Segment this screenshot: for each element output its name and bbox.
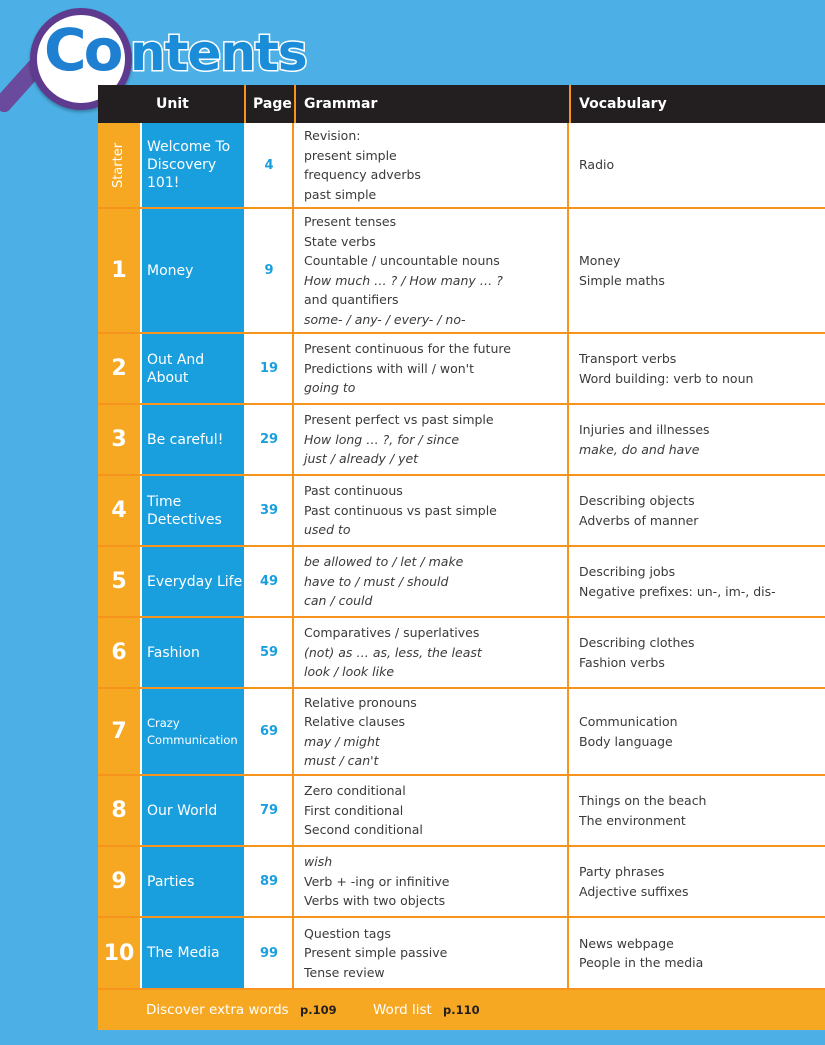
vocabulary-cell bbox=[571, 334, 825, 403]
table-row bbox=[98, 209, 825, 334]
grammar-item: Past continuous vs past simple bbox=[304, 502, 497, 518]
unit-title-text: Money bbox=[147, 262, 194, 279]
unit-page-number[interactable]: 29 bbox=[246, 405, 294, 474]
unit-page-number[interactable]: 39 bbox=[246, 476, 294, 545]
unit-title-text: Welcome To Discovery 101! bbox=[147, 139, 231, 191]
vocabulary-item: Money bbox=[579, 253, 621, 268]
table-row bbox=[98, 123, 825, 209]
unit-number-text: 7 bbox=[111, 719, 127, 744]
grammar-item: Present tenses bbox=[304, 214, 397, 229]
footer-extra-words-label[interactable]: Discover extra words bbox=[146, 1002, 289, 1018]
grammar-item: Second conditional bbox=[304, 822, 423, 838]
contents-table bbox=[98, 85, 825, 1030]
grammar-item: Past continuous bbox=[304, 483, 403, 499]
vocabulary-cell bbox=[571, 405, 825, 474]
vocabulary-item: Things on the beach bbox=[579, 793, 707, 808]
vocabulary-item: Body language bbox=[579, 733, 673, 749]
header-vocabulary: Vocabulary bbox=[579, 96, 667, 112]
unit-number-text: 1 bbox=[111, 258, 127, 283]
table-row bbox=[98, 547, 825, 618]
grammar-item: Question tags bbox=[304, 925, 391, 941]
unit-title-text: The Media bbox=[147, 945, 220, 961]
grammar-cell bbox=[296, 405, 569, 474]
grammar-item: Relative clauses bbox=[304, 714, 406, 729]
unit-page-number[interactable]: 89 bbox=[246, 847, 294, 916]
table-row bbox=[98, 776, 825, 847]
table-row bbox=[98, 689, 825, 776]
grammar-item: Revision: bbox=[304, 128, 361, 143]
grammar-item: present simple bbox=[304, 147, 397, 163]
grammar-item: Comparatives / superlatives bbox=[304, 625, 480, 641]
grammar-item: How long … ?, for / since bbox=[304, 431, 460, 447]
unit-title-text: Everyday Life bbox=[147, 573, 243, 590]
grammar-cell bbox=[296, 209, 569, 332]
unit-page-number[interactable]: 19 bbox=[246, 334, 294, 403]
vocabulary-cell bbox=[571, 776, 825, 845]
unit-number-text: 3 bbox=[111, 427, 127, 452]
title-area bbox=[0, 0, 825, 95]
vocabulary-cell bbox=[571, 209, 825, 332]
grammar-item: past simple bbox=[304, 186, 377, 202]
unit-title[interactable] bbox=[142, 847, 244, 916]
vocabulary-item: Negative prefixes: un-, im-, dis- bbox=[579, 583, 776, 599]
grammar-item: Tense review bbox=[304, 964, 385, 980]
unit-number bbox=[98, 689, 140, 774]
table-row bbox=[98, 476, 825, 547]
table-row bbox=[98, 405, 825, 476]
grammar-cell bbox=[296, 123, 569, 207]
unit-page-number[interactable]: 99 bbox=[246, 918, 294, 988]
header-unit: Unit bbox=[156, 96, 189, 112]
header-divider bbox=[569, 85, 571, 123]
unit-number bbox=[98, 334, 140, 403]
unit-title[interactable] bbox=[142, 776, 244, 845]
vocabulary-item: People in the media bbox=[579, 955, 704, 970]
unit-number-text: 4 bbox=[111, 498, 127, 523]
vocabulary-item: Party phrases bbox=[579, 864, 665, 879]
vocabulary-item: make, do and have bbox=[579, 441, 700, 457]
grammar-item: Countable / uncountable nouns bbox=[304, 253, 500, 268]
footer-word-list-page: p.110 bbox=[443, 1003, 480, 1017]
unit-number bbox=[98, 123, 140, 207]
unit-title[interactable] bbox=[142, 209, 244, 332]
grammar-cell bbox=[296, 776, 569, 845]
grammar-item: have to / must / should bbox=[304, 573, 449, 589]
grammar-item: Verb + -ing or infinitive bbox=[304, 873, 450, 889]
header-page: Page bbox=[253, 96, 292, 112]
unit-number-text: 2 bbox=[111, 356, 127, 381]
table-footer bbox=[98, 990, 825, 1030]
unit-title[interactable] bbox=[142, 618, 244, 687]
unit-number bbox=[98, 209, 140, 332]
unit-number-text: 5 bbox=[111, 569, 127, 594]
unit-page-number[interactable]: 4 bbox=[246, 123, 294, 207]
grammar-item: wish bbox=[304, 854, 333, 870]
unit-page-number[interactable]: 9 bbox=[246, 209, 294, 332]
footer-word-list-label[interactable]: Word list bbox=[373, 1002, 432, 1018]
grammar-cell bbox=[296, 334, 569, 403]
unit-number-text: 9 bbox=[111, 869, 127, 894]
unit-number-text: 6 bbox=[111, 640, 127, 665]
vocabulary-item: Transport verbs bbox=[579, 351, 677, 366]
grammar-item: How much … ? / How many … ? bbox=[304, 272, 503, 288]
grammar-item: be allowed to / let / make bbox=[304, 554, 464, 570]
unit-title[interactable] bbox=[142, 123, 244, 207]
header-divider bbox=[294, 85, 296, 123]
grammar-item: Relative pronouns bbox=[304, 694, 417, 710]
unit-number bbox=[98, 476, 140, 545]
unit-title-text: Our World bbox=[147, 802, 218, 819]
vocabulary-item: Communication bbox=[579, 714, 678, 729]
vocabulary-cell bbox=[571, 918, 825, 988]
grammar-cell bbox=[296, 547, 569, 616]
vocabulary-item: Describing objects bbox=[579, 493, 695, 508]
grammar-item: going to bbox=[304, 380, 356, 396]
unit-page-number[interactable]: 49 bbox=[246, 547, 294, 616]
table-row bbox=[98, 334, 825, 405]
grammar-item: look / look like bbox=[304, 664, 395, 680]
vocabulary-item: Simple maths bbox=[579, 272, 665, 288]
unit-number bbox=[98, 918, 140, 988]
vocabulary-item: Injuries and illnesses bbox=[579, 422, 710, 437]
vocabulary-cell bbox=[571, 547, 825, 616]
unit-title[interactable] bbox=[142, 476, 244, 545]
vocabulary-cell bbox=[571, 689, 825, 774]
vocabulary-item: Word building: verb to noun bbox=[579, 370, 754, 386]
grammar-item: used to bbox=[304, 522, 351, 538]
table-row bbox=[98, 918, 825, 990]
vocabulary-item: Describing jobs bbox=[579, 564, 676, 579]
grammar-item: Verbs with two objects bbox=[304, 893, 446, 909]
unit-number bbox=[98, 618, 140, 687]
vocabulary-cell bbox=[571, 847, 825, 916]
unit-title[interactable] bbox=[142, 334, 244, 403]
unit-number-text: Starter bbox=[111, 142, 127, 188]
grammar-item: State verbs bbox=[304, 233, 376, 249]
grammar-item: Zero conditional bbox=[304, 783, 406, 799]
unit-title-text: Fashion bbox=[147, 644, 200, 661]
grammar-item: and quantifiers bbox=[304, 292, 399, 307]
grammar-cell bbox=[296, 847, 569, 916]
unit-title-text: Crazy Communication bbox=[147, 715, 238, 747]
grammar-item: Present simple passive bbox=[304, 945, 448, 961]
table-header bbox=[98, 85, 825, 123]
page-title-rest: ntents bbox=[130, 24, 307, 82]
header-divider bbox=[244, 85, 246, 123]
table-row bbox=[98, 618, 825, 689]
table-row bbox=[98, 847, 825, 918]
grammar-item: frequency adverbs bbox=[304, 167, 421, 182]
unit-title-text: Out And About bbox=[147, 351, 205, 386]
grammar-item: Present perfect vs past simple bbox=[304, 412, 494, 428]
vocabulary-item: The environment bbox=[579, 812, 686, 828]
unit-page-number[interactable]: 59 bbox=[246, 618, 294, 687]
unit-number bbox=[98, 547, 140, 616]
vocabulary-item: Radio bbox=[579, 157, 615, 173]
grammar-cell bbox=[296, 689, 569, 774]
vocabulary-item: Adverbs of manner bbox=[579, 512, 699, 528]
vocabulary-item: News webpage bbox=[579, 935, 674, 951]
grammar-item: (not) as … as, less, the least bbox=[304, 644, 482, 660]
unit-number-text: 10 bbox=[103, 940, 135, 966]
page-title-co: Co bbox=[44, 16, 121, 84]
grammar-item: just / already / yet bbox=[304, 451, 419, 467]
grammar-item: Predictions with will / won't bbox=[304, 360, 475, 376]
unit-title[interactable] bbox=[142, 689, 244, 774]
grammar-item: may / might bbox=[304, 733, 380, 749]
grammar-item: Present continuous for the future bbox=[304, 341, 511, 357]
vocabulary-cell bbox=[571, 618, 825, 687]
footer-extra-words-page: p.109 bbox=[300, 1003, 337, 1017]
unit-title-text: Be careful! bbox=[147, 431, 224, 448]
vocabulary-item: Describing clothes bbox=[579, 635, 695, 650]
unit-number bbox=[98, 847, 140, 916]
header-grammar: Grammar bbox=[304, 96, 378, 112]
grammar-cell bbox=[296, 618, 569, 687]
vocabulary-cell bbox=[571, 123, 825, 207]
vocabulary-cell bbox=[571, 476, 825, 545]
unit-title-text: Time Detectives bbox=[147, 493, 222, 528]
grammar-item: must / can't bbox=[304, 753, 379, 768]
grammar-cell bbox=[296, 918, 569, 988]
unit-number-text: 8 bbox=[111, 798, 127, 823]
unit-number bbox=[98, 405, 140, 474]
unit-title[interactable] bbox=[142, 918, 244, 988]
vocabulary-item: Fashion verbs bbox=[579, 654, 665, 670]
grammar-cell bbox=[296, 476, 569, 545]
unit-title-text: Parties bbox=[147, 873, 195, 890]
unit-title[interactable] bbox=[142, 547, 244, 616]
grammar-item: First conditional bbox=[304, 802, 404, 818]
unit-page-number[interactable]: 79 bbox=[246, 776, 294, 845]
unit-title[interactable] bbox=[142, 405, 244, 474]
grammar-item: some- / any- / every- / no- bbox=[304, 311, 466, 327]
unit-number bbox=[98, 776, 140, 845]
vocabulary-item: Adjective suffixes bbox=[579, 883, 689, 899]
grammar-item: can / could bbox=[304, 593, 373, 609]
unit-page-number[interactable]: 69 bbox=[246, 689, 294, 774]
